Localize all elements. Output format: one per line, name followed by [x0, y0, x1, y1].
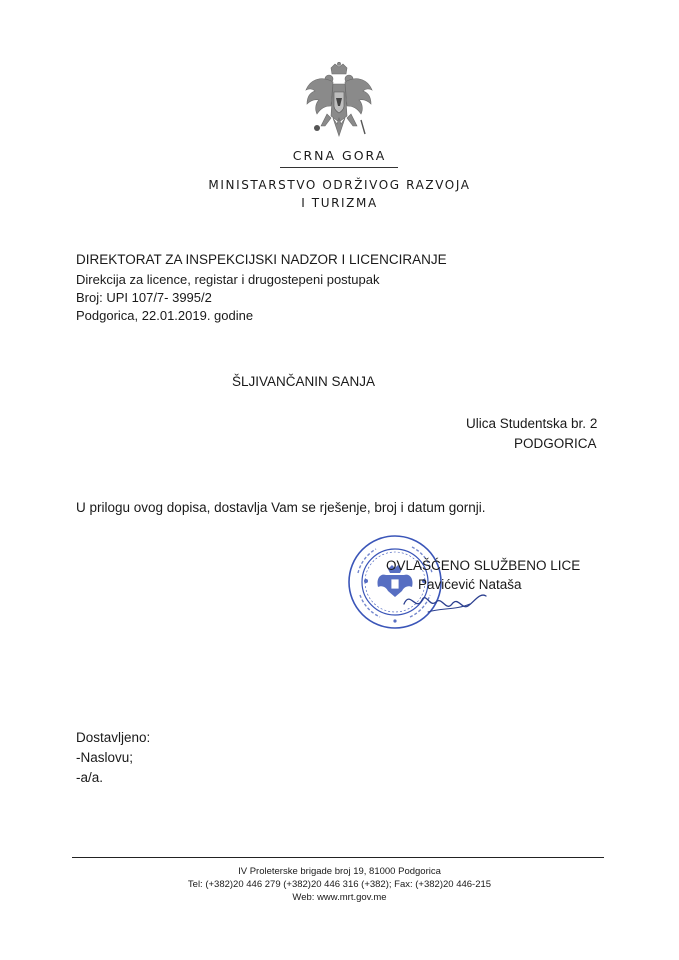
delivered-heading: Dostavljeno:: [76, 730, 151, 745]
footer-contact: Tel: (+382)20 446 279 (+382)20 446 316 (+382); Fax: (+382)20 446-215: [187, 879, 492, 890]
place-and-date: Podgorica, 22.01.2019. godine: [76, 308, 254, 323]
country-underline: [280, 167, 398, 168]
recipient-street: Ulica Studentska br. 2: [466, 416, 598, 431]
delivered-item: -a/a.: [76, 770, 104, 785]
footer-address: IV Proleterske brigade broj 19, 81000 Podgorica: [238, 866, 441, 877]
handwritten-signature-icon: [400, 582, 490, 618]
department-name: Direkcija za licence, registar i drugostepeni postupak: [76, 272, 380, 287]
signatory-name: Pavićević Nataša: [418, 577, 522, 592]
letter-body: U prilogu ovog dopisa, dostavlja Vam se rješenje, broj i datum gornji.: [76, 500, 486, 515]
ministry-name-line2: I TURIZMA: [301, 196, 378, 210]
footer-website: Web: www.mrt.gov.me: [292, 892, 387, 903]
coat-of-arms-icon: [303, 62, 375, 144]
country-name: CRNA GORA: [292, 148, 387, 163]
ministry-name-line1: MINISTARSTVO ODRŽIVOG RAZVOJA: [208, 178, 471, 192]
directorate-title: DIREKTORAT ZA INSPEKCIJSKI NADZOR I LICENCIRANJE: [76, 252, 447, 267]
recipient-city: PODGORICA: [514, 436, 597, 451]
signatory-title: OVLAŠĆENO SLUŽBENO LICE: [386, 558, 581, 573]
recipient-name: ŠLJIVANČANIN SANJA: [232, 374, 376, 389]
reference-number: Broj: UPI 107/7- 3995/2: [76, 290, 212, 305]
delivered-item: -Naslovu;: [76, 750, 134, 765]
footer-divider: [72, 857, 604, 858]
